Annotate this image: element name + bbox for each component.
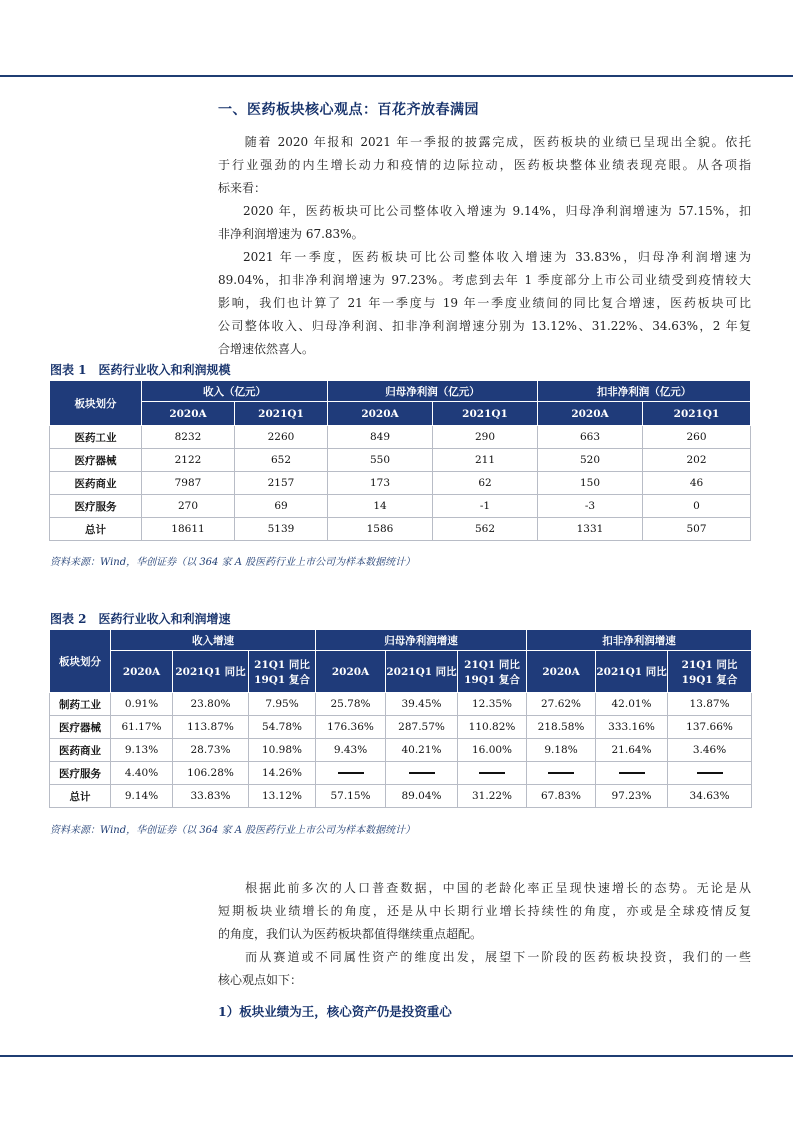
column-header: 2020A	[328, 402, 433, 426]
table-cell: 211	[433, 449, 538, 472]
table-cell: 16.00%	[458, 739, 527, 762]
table-cell: 12.35%	[458, 693, 527, 716]
table-cell: 137.66%	[668, 716, 752, 739]
table-cell: 54.78%	[249, 716, 316, 739]
table-row	[50, 518, 751, 541]
table-cell: 507	[643, 518, 751, 541]
table-cell: 46	[643, 472, 751, 495]
empty-cell	[668, 762, 752, 785]
row-label: 医疗器械	[50, 716, 111, 739]
column-header: 2020A	[111, 651, 173, 693]
intro-paragraph-1: 随着 2020 年报和 2021 年一季报的披露完成，医药板块的业绩已呈现出全貌。依托 于行业强劲的内生增长动力和疫情的边际拉动，医药板块整体业绩表现亮眼。从各项指 标来看：	[218, 135, 751, 195]
table-cell: 260	[643, 426, 751, 449]
table-cell: 9.43%	[316, 739, 386, 762]
row-header: 板块划分	[50, 381, 142, 426]
table-cell: 9.13%	[111, 739, 173, 762]
table-cell: 333.16%	[596, 716, 668, 739]
empty-cell	[527, 762, 596, 785]
table-cell: -3	[538, 495, 643, 518]
table-row	[50, 449, 751, 472]
table-cell: 18611	[142, 518, 235, 541]
table-cell: 13.87%	[668, 693, 752, 716]
table-cell: 57.15%	[316, 785, 386, 808]
table-cell: 849	[328, 426, 433, 449]
dash-placeholder	[409, 772, 435, 774]
table-cell: 1586	[328, 518, 433, 541]
table-row	[50, 762, 752, 785]
column-header: 2021Q1	[235, 402, 328, 426]
group-header: 收入增速	[111, 630, 316, 651]
table-cell: 270	[142, 495, 235, 518]
table-cell: 106.28%	[173, 762, 249, 785]
table2-source: 资料来源：Wind，华创证券（以 364 家 A 股医药行业上市公司为样本数据统计）	[50, 825, 416, 836]
table-cell: 89.04%	[386, 785, 458, 808]
row-label: 医药商业	[50, 472, 142, 495]
row-label: 医疗器械	[50, 449, 142, 472]
table2-caption: 图表 2 医药行业收入和利润增速	[50, 612, 231, 626]
column-header: 2021Q1	[643, 402, 751, 426]
table-cell: 13.12%	[249, 785, 316, 808]
row-label: 医药商业	[50, 739, 111, 762]
dash-placeholder	[697, 772, 723, 774]
row-label: 医药工业	[50, 426, 142, 449]
outro-paragraph-1: 根据此前多次的人口普查数据，中国的老龄化率正呈现快速增长的态势。无论是从 短期板块业绩增长的角度，还是从中长期行业增长持续性的角度，亦或是全球疫情反复 的角度，我们认为医药板块都值得继续重点超配。	[218, 881, 751, 941]
table-cell: 562	[433, 518, 538, 541]
table-cell: 9.14%	[111, 785, 173, 808]
table-row	[50, 693, 752, 716]
table-cell: 2122	[142, 449, 235, 472]
table-cell: 218.58%	[527, 716, 596, 739]
table-cell: 8232	[142, 426, 235, 449]
group-header: 扣非净利润增速	[527, 630, 752, 651]
table-row	[50, 495, 751, 518]
column-header: 21Q1 同比 19Q1 复合	[458, 651, 527, 693]
table-row	[50, 426, 751, 449]
table-cell: 21.64%	[596, 739, 668, 762]
table1-caption: 图表 1 医药行业收入和利润规模	[50, 363, 231, 377]
table-row	[50, 472, 751, 495]
table-cell: 33.83%	[173, 785, 249, 808]
column-header: 2020A	[527, 651, 596, 693]
table-cell: 7987	[142, 472, 235, 495]
table-row	[50, 739, 752, 762]
empty-cell	[316, 762, 386, 785]
table-cell: 5139	[235, 518, 328, 541]
table-cell: 2157	[235, 472, 328, 495]
table-cell: 23.80%	[173, 693, 249, 716]
column-header: 2021Q1 同比	[596, 651, 668, 693]
table-cell: 150	[538, 472, 643, 495]
table-row	[50, 785, 752, 808]
table-cell: 173	[328, 472, 433, 495]
table-cell: 202	[643, 449, 751, 472]
table-cell: 113.87%	[173, 716, 249, 739]
table-cell: 520	[538, 449, 643, 472]
row-label: 总计	[50, 518, 142, 541]
intro-paragraph-2: 2020 年，医药板块可比公司整体收入增速为 9.14%，归母净利润增速为 57.15%，扣 非净利润增速为 67.83%。	[218, 204, 751, 241]
table-cell: 9.18%	[527, 739, 596, 762]
column-header: 2020A	[538, 402, 643, 426]
table-row	[50, 716, 752, 739]
table-cell: 652	[235, 449, 328, 472]
table-cell: 10.98%	[249, 739, 316, 762]
dash-placeholder	[619, 772, 645, 774]
group-header: 归母净利润增速	[316, 630, 527, 651]
dash-placeholder	[548, 772, 574, 774]
table-cell: 1331	[538, 518, 643, 541]
table-cell: 14.26%	[249, 762, 316, 785]
table-cell: 27.62%	[527, 693, 596, 716]
row-label: 总计	[50, 785, 111, 808]
row-header: 板块划分	[50, 630, 111, 693]
table-cell: 176.36%	[316, 716, 386, 739]
table-cell: 7.95%	[249, 693, 316, 716]
table-cell: 287.57%	[386, 716, 458, 739]
empty-cell	[458, 762, 527, 785]
outro-paragraph-2: 而从赛道或不同属性资产的维度出发，展望下一阶段的医药板块投资，我们的一些 核心观点如下：	[218, 950, 751, 987]
row-label: 制药工业	[50, 693, 111, 716]
table-cell: 3.46%	[668, 739, 752, 762]
table-cell: 42.01%	[596, 693, 668, 716]
table-cell: 25.78%	[316, 693, 386, 716]
revenue-profit-scale-table	[49, 380, 751, 541]
table-cell: 28.73%	[173, 739, 249, 762]
empty-cell	[596, 762, 668, 785]
section-title: 一、医药板块核心观点：百花齐放春满园	[218, 102, 479, 118]
column-header: 21Q1 同比 19Q1 复合	[668, 651, 752, 693]
column-header: 2020A	[316, 651, 386, 693]
group-header: 扣非净利润（亿元）	[538, 381, 751, 402]
table-cell: 290	[433, 426, 538, 449]
column-header: 21Q1 同比 19Q1 复合	[249, 651, 316, 693]
table1-source: 资料来源：Wind，华创证券（以 364 家 A 股医药行业上市公司为样本数据统计）	[50, 557, 416, 568]
bottom-rule	[0, 1055, 793, 1057]
table-cell: 67.83%	[527, 785, 596, 808]
table-cell: 110.82%	[458, 716, 527, 739]
column-header: 2021Q1 同比	[173, 651, 249, 693]
row-label: 医疗服务	[50, 762, 111, 785]
table-cell: 62	[433, 472, 538, 495]
table-cell: 40.21%	[386, 739, 458, 762]
row-label: 医疗服务	[50, 495, 142, 518]
table-cell: 69	[235, 495, 328, 518]
table-cell: 0.91%	[111, 693, 173, 716]
table-cell: 14	[328, 495, 433, 518]
table-cell: 550	[328, 449, 433, 472]
table-cell: 61.17%	[111, 716, 173, 739]
table-cell: 2260	[235, 426, 328, 449]
table-cell: -1	[433, 495, 538, 518]
column-header: 2021Q1	[433, 402, 538, 426]
group-header: 收入（亿元）	[142, 381, 328, 402]
dash-placeholder	[479, 772, 505, 774]
table-cell: 39.45%	[386, 693, 458, 716]
empty-cell	[386, 762, 458, 785]
top-rule	[0, 75, 793, 77]
column-header: 2020A	[142, 402, 235, 426]
table-cell: 97.23%	[596, 785, 668, 808]
table-cell: 34.63%	[668, 785, 752, 808]
subsection-heading: 1）板块业绩为王，核心资产仍是投资重心	[218, 1004, 452, 1019]
group-header: 归母净利润（亿元）	[328, 381, 538, 402]
table-cell: 31.22%	[458, 785, 527, 808]
column-header: 2021Q1 同比	[386, 651, 458, 693]
growth-rate-table	[49, 629, 752, 808]
intro-paragraph-3: 2021 年一季度，医药板块可比公司整体收入增速为 33.83%，归母净利润增速为 89.04%，扣非净利润增速为 97.23%。考虑到去年 1 季度部分上市公司业绩受到疫情较大 影响，我们也计算了 21 年一季度与 19 年一季度业绩间的同比复合增速，医药板块可比 公司整体收入、归母净利润、扣非净利润增速分别为 13.12%、31.22%、34.63%，2 年复 合增速依然喜人。	[218, 250, 751, 356]
dash-placeholder	[338, 772, 364, 774]
table-cell: 0	[643, 495, 751, 518]
table-cell: 4.40%	[111, 762, 173, 785]
table-cell: 663	[538, 426, 643, 449]
